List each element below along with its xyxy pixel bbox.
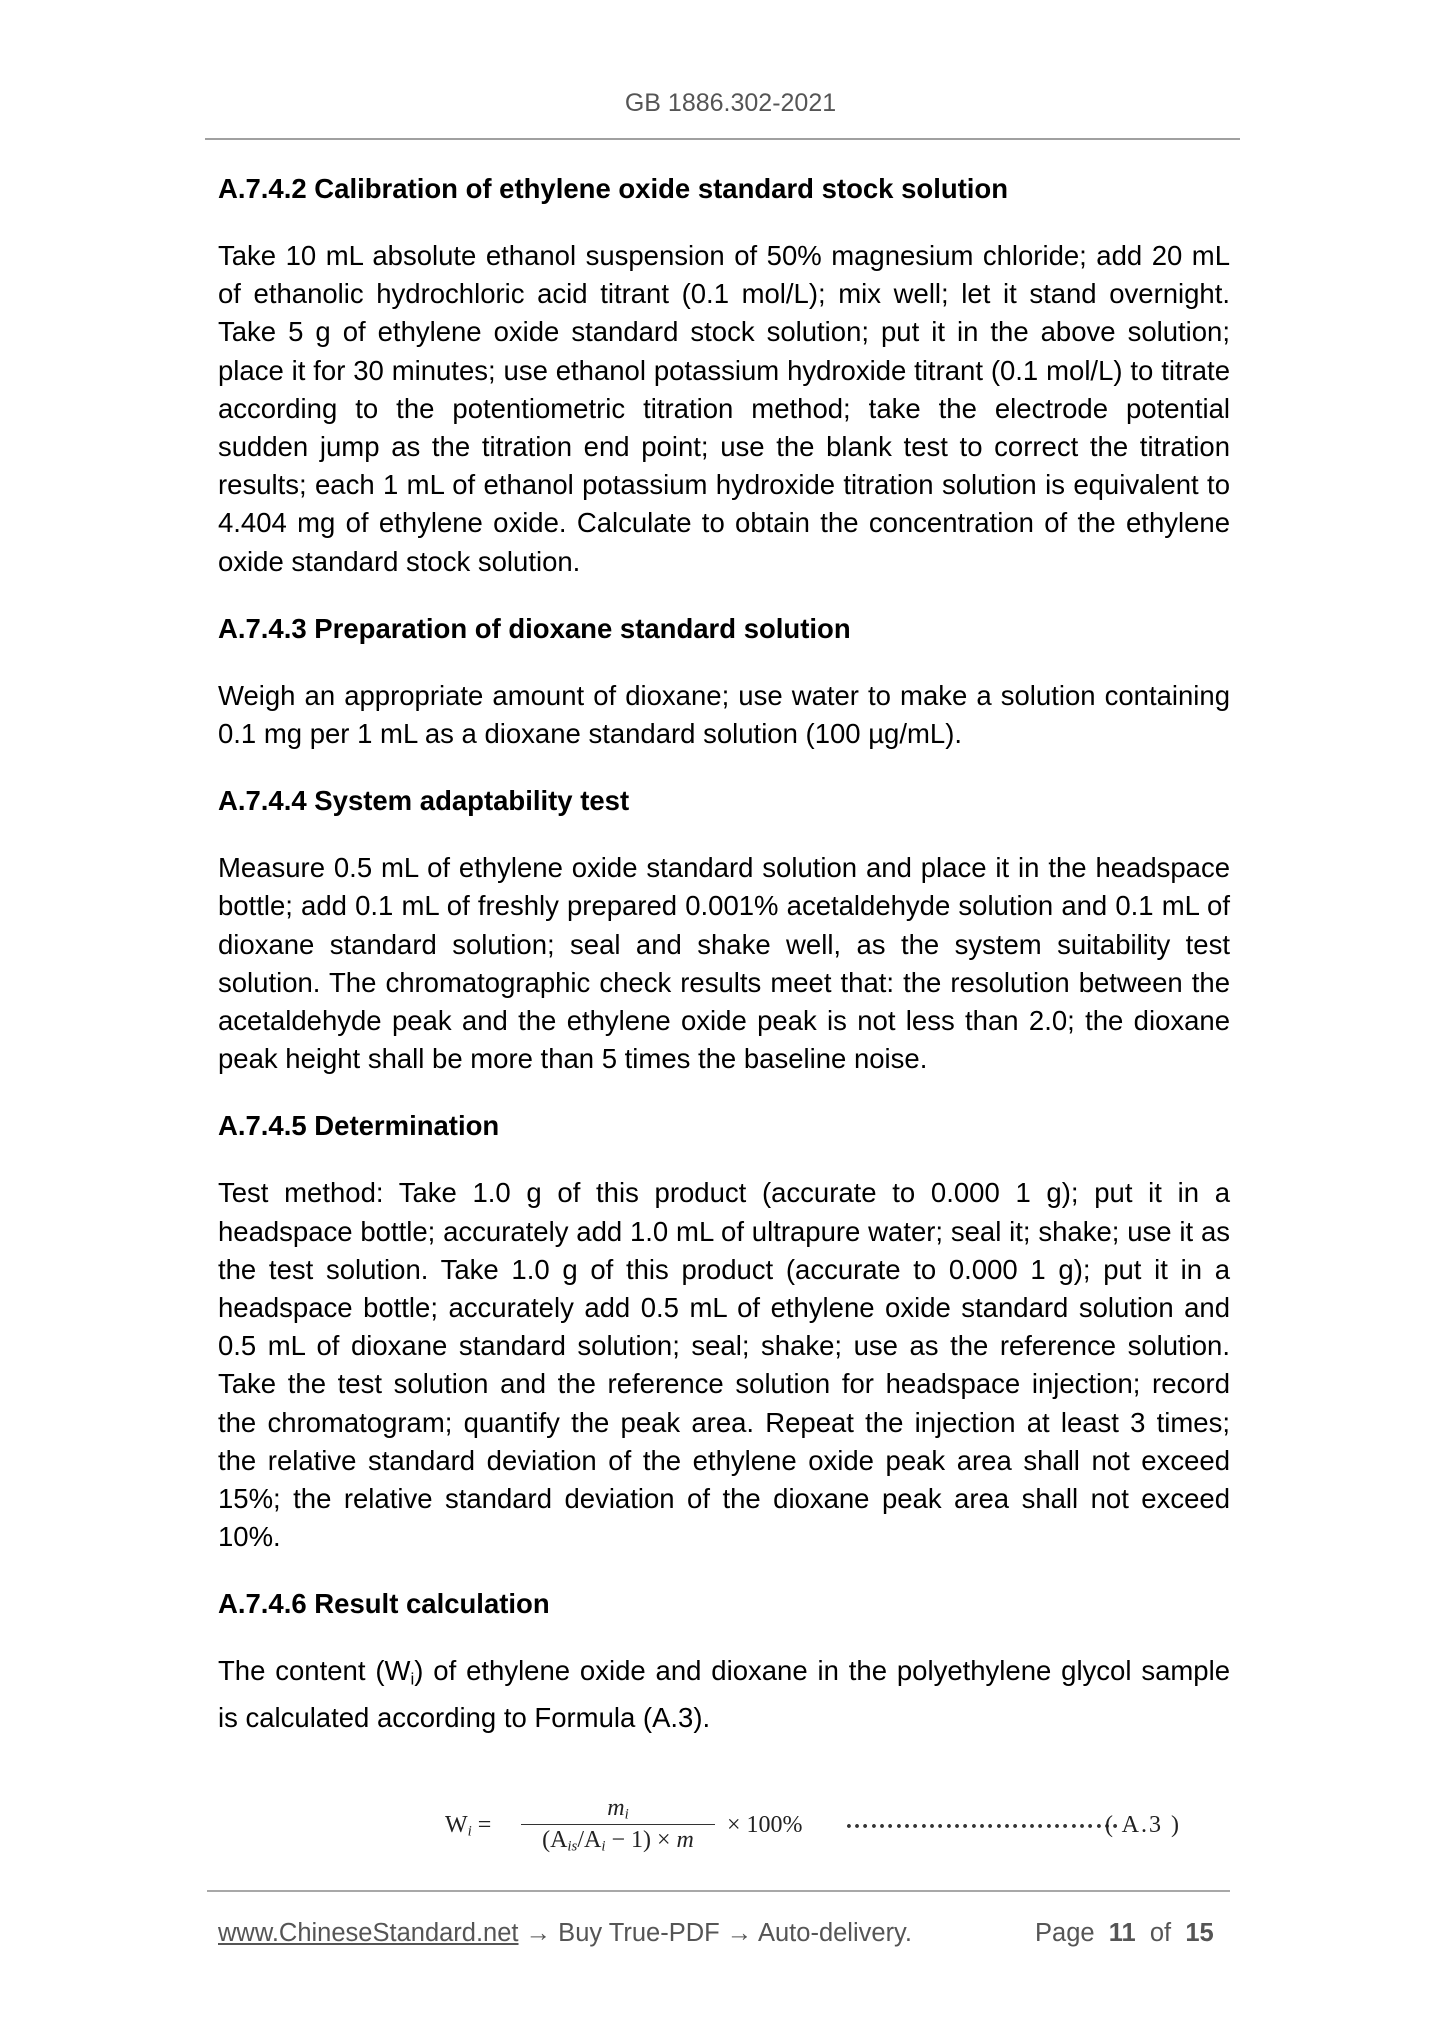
section-a743 [218,610,1230,753]
footer-promo [218,1918,912,1948]
formula-a3 [445,1794,1235,1864]
formula-numerator: $m_i$ [607,1795,629,1823]
section-paragraph: Take 10 mL absolute ethanol suspension of 50% magnesium chloride; add 20 mL of ethanolic hydrochloric acid titrant (0.1 mol/L); mix well; let it stand overnight. Take 5 g of ethylene oxide standard stock solution; put it in the above solution; place it for 30 minutes; use ethanol potassium hydroxide titrant (0.1 mol/L) to titrate according to the potentiometric titration method; take the electrode potential sudden jump as the titration end point; use the blank test to correct the titration results; each 1 mL of ethanol potassium hydroxide titration solution is equivalent to 4.404 mg of ethylene oxide. Calculate to obtain the concentration of the ethylene oxide standard stock solution. [218,240,1230,577]
page-header [0,88,1445,118]
footer-tagline: → Buy True-PDF → Auto-delivery. [518,1919,912,1947]
section-paragraph: The content $(W_i)$ of ethylene oxide and dioxane in the polyethylene glycol sample is calculated according to Formula (A.3). [218,1655,1230,1733]
formula-label: ( A.3 ) [1105,1812,1181,1838]
current-page: 11 [1108,1919,1136,1947]
section-a745 [218,1107,1230,1556]
page-indicator: Page 11 of 15 [1035,1919,1214,1947]
document-code: GB 1886.302-2021 [624,89,837,117]
formula-leader-dots: …………………………… [845,1808,1120,1834]
section-a744 [218,782,1230,1078]
section-heading: A.7.4.4 System adaptability test [218,785,630,817]
total-pages: 15 [1185,1919,1214,1947]
formula-multiplier: × 100% [727,1812,803,1838]
section-paragraph: Weigh an appropriate amount of dioxane; use water to make a solution containing 0.1 mg per 1 mL as a dioxane standard solution (100 µg/mL). [218,679,1230,750]
section-heading: A.7.4.3 Preparation of dioxane standard solution [218,612,851,644]
section-heading: A.7.4.5 Determination [218,1110,500,1142]
section-paragraph: Test method: Take 1.0 g of this product (accurate to 0.000 1 g); put it in a headspace bottle; accurately add 1.0 mL of ultrapure water; seal it; shake; use it as the test solution. Take 1.0 g of this product (accurate to 0.000 1 g); put it in a headspace bottle; accurately add 0.5 mL of ethylene oxide standard solution and 0.5 mL of dioxane standard solution; seal; shake; use as the reference solution. Take the test solution and the reference solution for headspace injection; record the chromatogram; quantify the peak area. Repeat the injection at least 3 times; the relative standard deviation of the ethylene oxide peak area shall not exceed 15%; the relative standard deviation of the dioxane peak area shall not exceed 10%. [218,1177,1230,1553]
formula-fraction [517,1794,719,1862]
document-body [218,170,1230,1766]
section-paragraph: Measure 0.5 mL of ethylene oxide standard solution and place it in the headspace bottle; add 0.1 mL of freshly prepared 0.001% acetaldehyde solution and 0.1 mL of dioxane standard solution; seal and shake well, as the system suitability test solution. The chromatographic check results meet that: the resolution between the acetaldehyde peak and the ethylene oxide peak is not less than 2.0; the dioxane peak height shall be more than 5 times the baseline noise. [218,852,1230,1075]
section-heading: A.7.4.2 Calibration of ethylene oxide standard stock solution [218,173,1009,204]
chinesestandard-link[interactable]: www.ChineseStandard.net [218,1919,519,1947]
footer-divider [207,1890,1230,1892]
section-a742 [218,170,1230,581]
header-divider [205,138,1240,140]
section-a746 [218,1585,1230,1737]
section-heading: A.7.4.6 Result calculation [218,1588,550,1620]
formula-denominator: $(A_{is}/A_i - 1) \times m$ [542,1827,694,1855]
formula-lhs: $W_i$ = [445,1812,492,1840]
